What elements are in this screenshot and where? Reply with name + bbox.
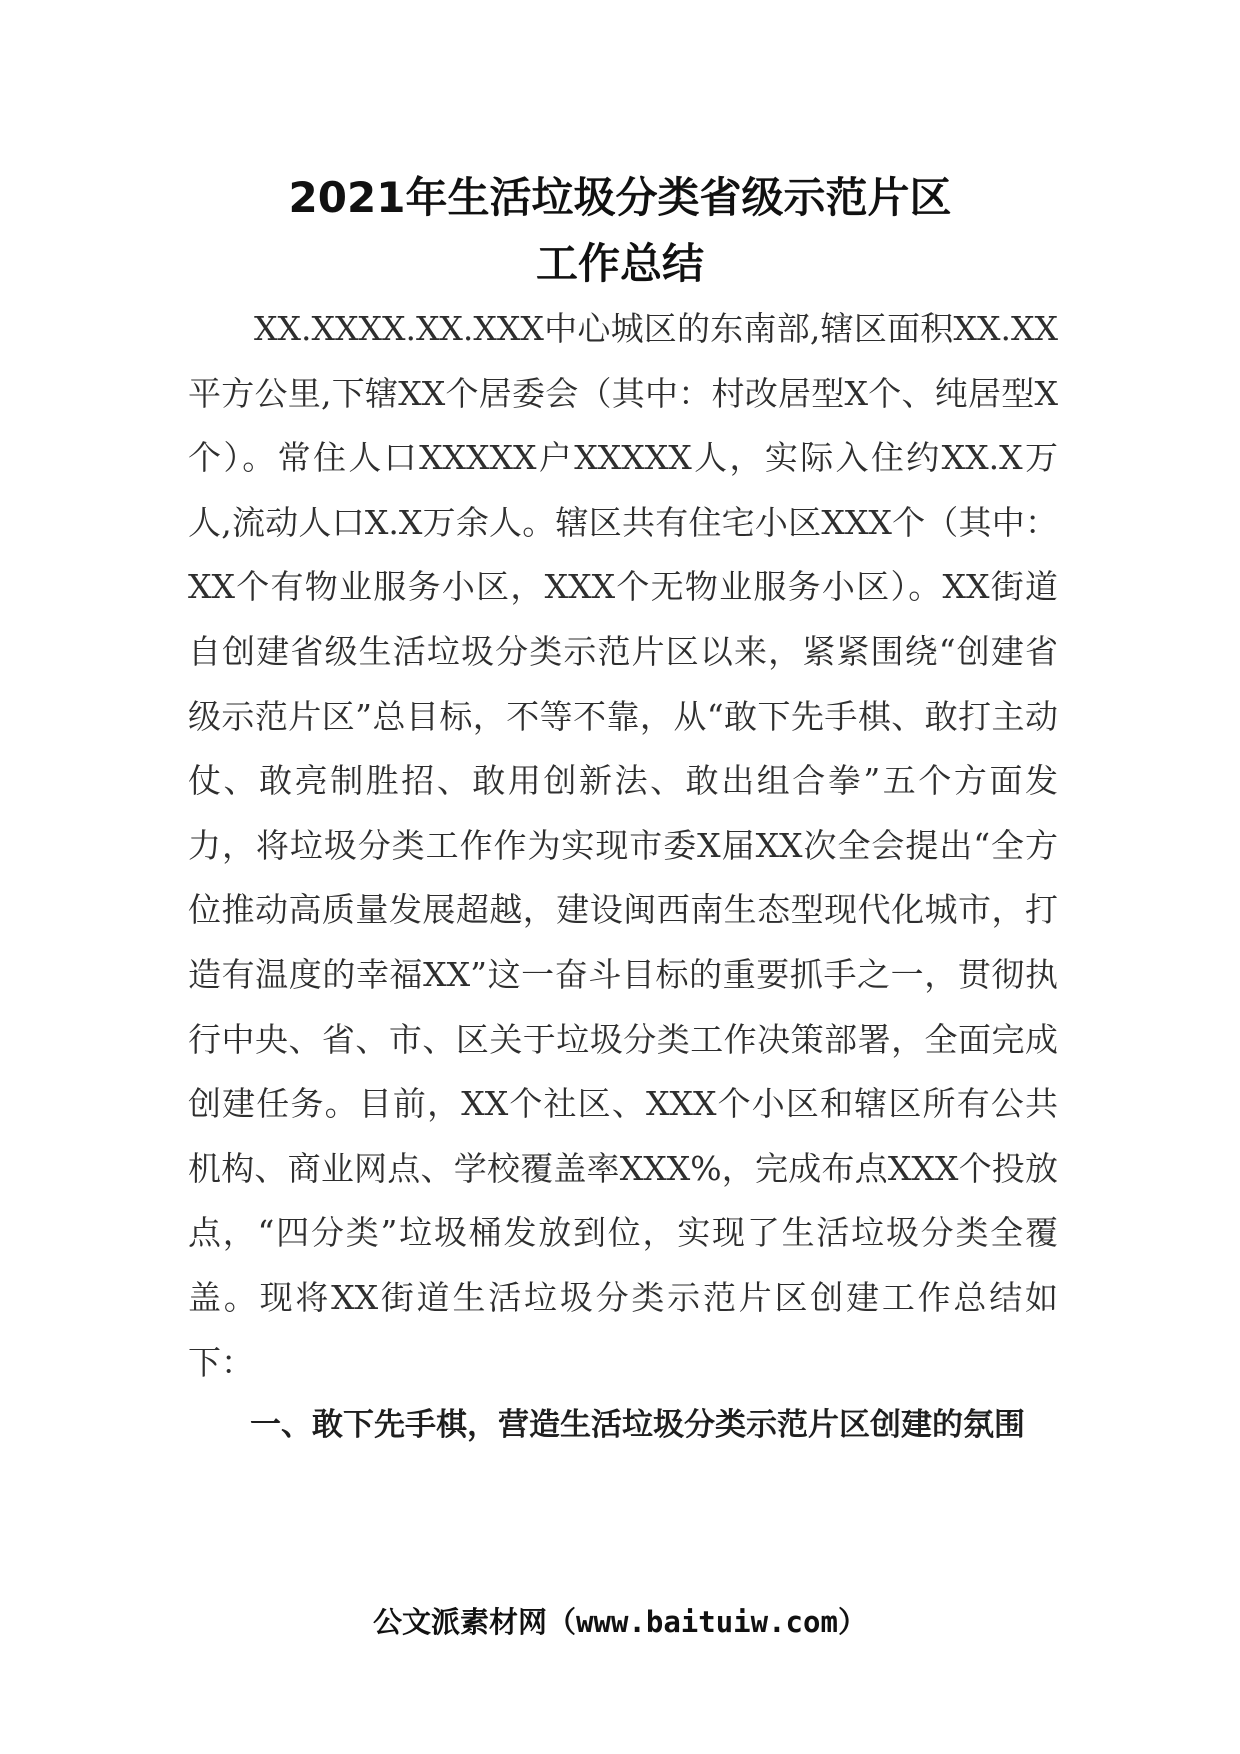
section-heading: 一、敢下先手棋，营造生活垃圾分类示范片区创建的氛围 — [250, 1407, 1025, 1443]
body-paragraph: XX.XXXX.XX.XXX中心城区的东南部,辖区面积XX.XX平方公里,下辖XX个居委会（其中：村改居型X个、纯居型X个）。常住人口XXXXX户XXXXX人，实际入住约XX.X万人,流动人口X.X万余人。辖区共有住宅小区XXX个（其中：XX个有物业服务小区，XXX个无物业服务小区）。XX街道自创建省级生活垃圾分类示范片区以来，紧紧围绕“创建省级示范片区”总目标，不等不靠，从“敢下先手棋、敢打主动仗、敢亮制胜招、敢用创新法、敢出组合拳”五个方面发力，将垃圾分类工作作为实现市委X届XX次全会提出“全方位推动高质量发展超越，建设闽西南生态型现代化城市，打造有温度的幸福XX”这一奋斗目标的重要抓手之一，贯彻执行中央、省、市、区关于垃圾分类工作决策部署，全面完成创建任务。目前，XX个社区、XXX个小区和辖区所有公共机构、商业网点、学校覆盖率XXX%，完成布点XXX个投放点，“四分类”垃圾桶发放到位，实现了生活垃圾分类全覆盖。现将XX街道生活垃圾分类示范片区创建工作总结如下： — [188, 309, 1058, 1382]
footer-source: 公文派素材网（www.baituiw.com） — [373, 1605, 867, 1639]
title-line-1: 2021年生活垃圾分类省级示范片区 — [288, 173, 952, 222]
title-line-2: 工作总结 — [535, 239, 704, 288]
document-title — [0, 165, 1240, 297]
